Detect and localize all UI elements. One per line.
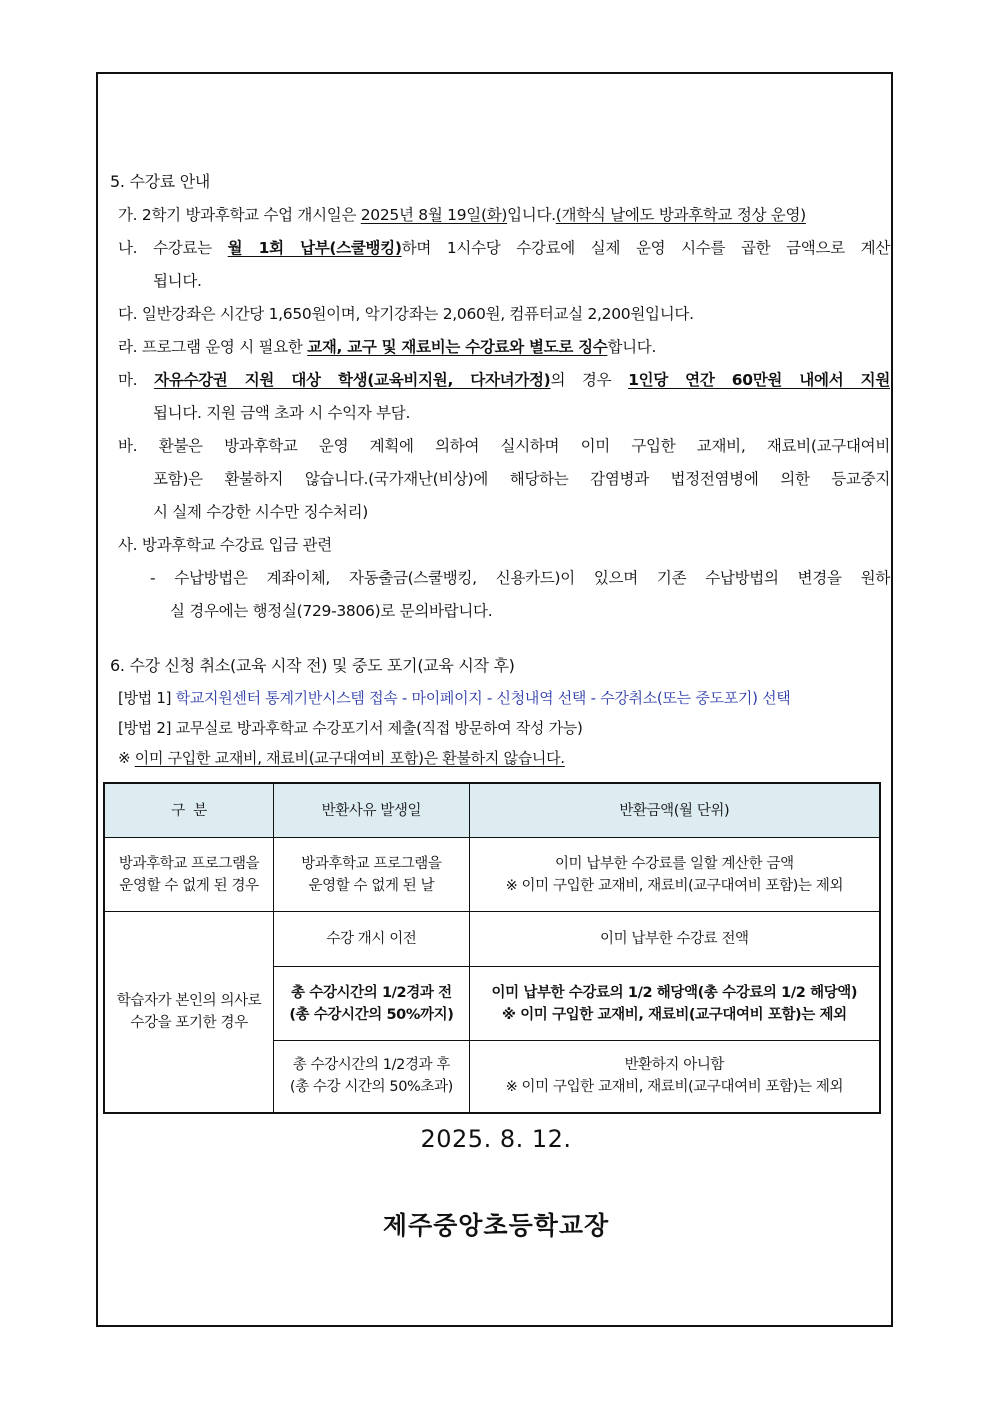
method-2: [방법 2] 교무실로 방과후학교 수강포기서 제출(직접 방문하여 작성 가능) [118,719,583,737]
cell-amount: 이미 납부한 수강료의 1/2 해당액(총 수강료의 1/2 해당액) ※ 이미 구입한 교재비, 재료비(교구대여비 포함)는 제외 [469,967,880,1041]
item-ba-line2: 포함)은 환불하지 않습니다.(국가재난(비상)에 해당하는 감염병과 법정전염병에 의한 등교중지 [153,470,890,488]
payment-method: 월 1회 납부(스쿨뱅킹) [227,239,402,257]
method-1-path: 학교지원센터 통계기반시스템 접속 - 마이페이지 - 신청내역 선택 - 수강취소(또는 중도포기) 선택 [175,689,791,707]
item-ba-line3: 시 실제 수강한 시수만 징수처리) [153,503,369,521]
material-fee-note: 교재, 교구 및 재료비는 수강료와 별도로 징수 [307,338,608,356]
item-ba-line1: 바. 환불은 방과후학교 운영 계획에 의하여 실시하며 이미 구입한 교재비, 재료비(교구대여비 [118,437,890,455]
voucher-limit: 1인당 연간 60만원 내에서 지원 [628,371,890,389]
voucher-target: 자유수강권 지원 대상 학생(교육비지원, 다자녀가정) [154,371,551,389]
table-row [104,838,880,912]
item-sa-sub1: - 수납방법은 계좌이체, 자동출금(스쿨뱅킹, 신용카드)이 있으며 기존 수납방법의 변경을 원하 [150,569,890,587]
document-date: 2025. 8. 12. [420,1125,572,1153]
item-na-line2: 됩니다. [153,272,202,290]
start-date: 2025년 8월 19일(화) [360,206,508,224]
item-ra: 라. 프로그램 운영 시 필요한 교재, 교구 및 재료비는 수강료와 별도로 징수합니다. [118,338,657,356]
cell-reason: 수강 개시 이전 [274,912,470,967]
item-da: 다. 일반강좌은 시간당 1,650원이며, 악기강좌는 2,060원, 컴퓨터교실 2,200원입니다. [118,305,694,323]
section5-title: 5. 수강료 안내 [110,172,211,191]
refund-table [103,782,881,1114]
opening-note: (개학식 날에도 방과후학교 정상 운영) [555,206,806,224]
cell-amount: 이미 납부한 수강료 전액 [469,912,880,967]
item-ma: 마. 자유수강권 지원 대상 학생(교육비지원, 다자녀가정)의 경우 1인당 연간 60만원 내에서 지원 [118,371,890,389]
cell-amount: 이미 납부한 수강료를 일할 계산한 금액 ※ 이미 구입한 교재비, 재료비(교구대여비 포함)는 제외 [469,838,880,912]
header-refund-amount: 반환금액(월 단위) [469,783,880,838]
header-reason-date: 반환사유 발생일 [274,783,470,838]
item-ga: 가. 2학기 방과후학교 수업 개시일은 2025년 8월 19일(화)입니다.(개학식 날에도 방과후학교 정상 운영) [118,206,806,224]
cell-amount: 반환하지 아니함 ※ 이미 구입한 교재비, 재료비(교구대여비 포함)는 제외 [469,1041,880,1113]
cell-reason: 총 수강시간의 1/2경과 전 (총 수강시간의 50%까지) [274,967,470,1041]
header-category: 구 분 [104,783,274,838]
cell-category: 방과후학교 프로그램을 운영할 수 없게 된 경우 [104,838,274,912]
item-sa-sub2: 실 경우에는 행정실(729-3806)로 문의바랍니다. [170,602,493,620]
cell-reason: 방과후학교 프로그램을 운영할 수 없게 된 날 [274,838,470,912]
cell-reason: 총 수강시간의 1/2경과 후 (총 수강 시간의 50%초과) [274,1041,470,1113]
item-sa: 사. 방과후학교 수강료 입금 관련 [118,536,332,554]
method-1: [방법 1] 학교지원센터 통계기반시스템 접속 - 마이페이지 - 신청내역 선택 - 수강취소(또는 중도포기) 선택 [118,689,791,707]
school-principal-signature: 제주중앙초등학교장 [382,1211,610,1240]
cell-category: 학습자가 본인의 의사로 수강을 포기한 경우 [104,912,274,1113]
item-na: 나. 수강료는 월 1회 납부(스쿨뱅킹)하며 1시수당 수강료에 실제 운영 시수를 곱한 금액으로 계산 [118,239,891,257]
refund-note: ※ 이미 구입한 교재비, 재료비(교구대여비 포함)은 환불하지 않습니다. [118,749,565,767]
table-row [104,912,880,967]
section6-title: 6. 수강 신청 취소(교육 시작 전) 및 중도 포기(교육 시작 후) [110,656,515,675]
table-header-row [104,783,880,838]
item-ma-line2: 됩니다. 지원 금액 초과 시 수익자 부담. [153,404,411,422]
